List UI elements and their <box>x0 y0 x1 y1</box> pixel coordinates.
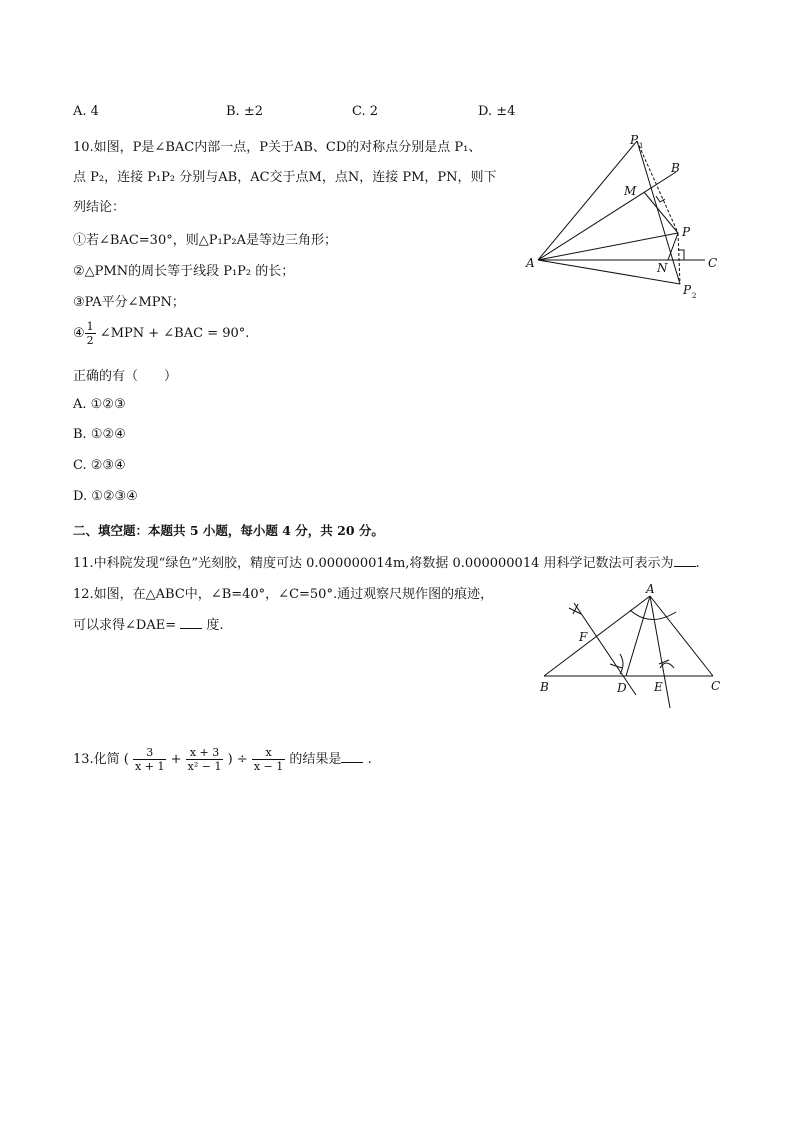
label-p2-subscript: 2 <box>692 292 697 300</box>
q13-end: . <box>367 752 372 767</box>
denominator: x − 1 <box>253 760 284 773</box>
q10-statement-3: ③PA平分∠MPN； <box>73 295 185 310</box>
q9-option-b: B. ±2 <box>226 104 263 119</box>
label-e: E <box>654 680 663 694</box>
q10-option-c: C. ②③④ <box>73 458 126 473</box>
dashed-PP2 <box>678 233 680 284</box>
q10-statement-1: ①若∠BAC=30°，则△P₁P₂A是等边三角形； <box>73 233 338 248</box>
q10-line-2: 点 P₂，连接 P₁P₂ 分别与AB，AC交于点M，点N，连接 PM，PN，则下 <box>73 170 497 185</box>
label-m: M <box>624 184 637 198</box>
q9-option-c: C. 2 <box>352 104 379 119</box>
label-c: C <box>708 256 718 270</box>
fraction-numerator: 1 <box>86 320 94 333</box>
label-a: A <box>526 256 535 270</box>
q9-option-a: A. 4 <box>73 104 99 119</box>
one-half-fraction <box>85 320 96 347</box>
q10-prompt: 正确的有（ ） <box>73 369 178 384</box>
segment-AD <box>626 596 650 676</box>
q13-suffix: 的结果是 <box>289 752 342 767</box>
q13-text <box>73 746 372 773</box>
label-d: D <box>617 681 627 695</box>
numerator: x + 3 <box>186 746 224 760</box>
q10-statement-2: ②△PMN的周长等于线段 P₁P₂ 的长； <box>73 264 295 279</box>
q10-option-d: D. ①②③④ <box>73 489 138 504</box>
q10-line-1: 10.如图，P是∠BAC内部一点，P关于AB、CD的对称点分别是点 P₁、 <box>73 140 482 155</box>
q11-text <box>73 552 700 571</box>
q12-line-1: 12.如图，在△ABC中，∠B=40°，∠C=50°.通过观察尺规作图的痕迹， <box>73 587 494 602</box>
q10-statement-4-prefix: ④ <box>73 326 85 341</box>
label-a: A <box>646 582 655 596</box>
label-c: C <box>711 679 721 693</box>
fraction-denominator: 2 <box>86 334 94 347</box>
q12-geometry-figure <box>530 580 730 715</box>
numerator: 3 <box>133 746 166 760</box>
label-f: F <box>579 630 588 644</box>
segment-AP1 <box>538 141 637 260</box>
q11-question: 11.中科院发现“绿色”光刻胶，精度可达 0.000000014m,将数据 0.000000014 用科学记数法可表示为 <box>73 556 674 571</box>
q10-statement-4 <box>73 320 249 347</box>
side-AB <box>544 596 650 676</box>
label-b: B <box>540 680 549 694</box>
section-2-heading: 二、填空题：本题共 5 小题，每小题 4 分，共 20 分。 <box>73 523 384 538</box>
numerator: x <box>252 746 285 760</box>
plus-sign: + <box>170 752 182 767</box>
fraction-x-over-x-minus-1 <box>252 746 285 773</box>
denominator: x + 1 <box>135 760 165 773</box>
q13-prefix: 13.化简 ( <box>73 752 129 767</box>
q12-line-2 <box>73 614 224 633</box>
q10-geometry-figure <box>520 132 730 307</box>
q11-end: . <box>695 556 700 571</box>
divide-sign: ) ÷ <box>227 752 248 767</box>
label-n: N <box>657 261 668 275</box>
label-p1: P <box>630 133 639 147</box>
label-b: B <box>671 161 680 175</box>
label-p: P <box>682 225 691 239</box>
perpendicular-bisector <box>574 603 636 695</box>
q10-statement-4-rest: ∠MPN + ∠BAC = 90°. <box>99 326 250 341</box>
q12-answer-blank <box>180 616 202 629</box>
q11-answer-blank <box>674 554 696 567</box>
label-p2: P <box>683 283 692 297</box>
q12-suffix: 度. <box>206 618 224 633</box>
q13-answer-blank <box>341 750 363 763</box>
q9-option-d: D. ±4 <box>478 104 516 119</box>
q12-prefix: 可以求得∠DAE= <box>73 618 177 633</box>
arc-near-d <box>620 654 623 674</box>
fraction-3-over-x-plus-1 <box>133 746 166 773</box>
segment-NP <box>668 233 678 260</box>
label-p1-subscript: 1 <box>639 142 644 150</box>
segment-MP <box>644 192 678 233</box>
dashed-P1P <box>637 141 678 233</box>
denominator: x² − 1 <box>187 760 222 773</box>
q10-line-3: 列结论： <box>73 200 126 215</box>
fraction-x-plus-3-over-x2-minus-1 <box>186 746 224 773</box>
q10-option-b: B. ①②④ <box>73 427 126 442</box>
q10-option-a: A. ①②③ <box>73 397 126 412</box>
